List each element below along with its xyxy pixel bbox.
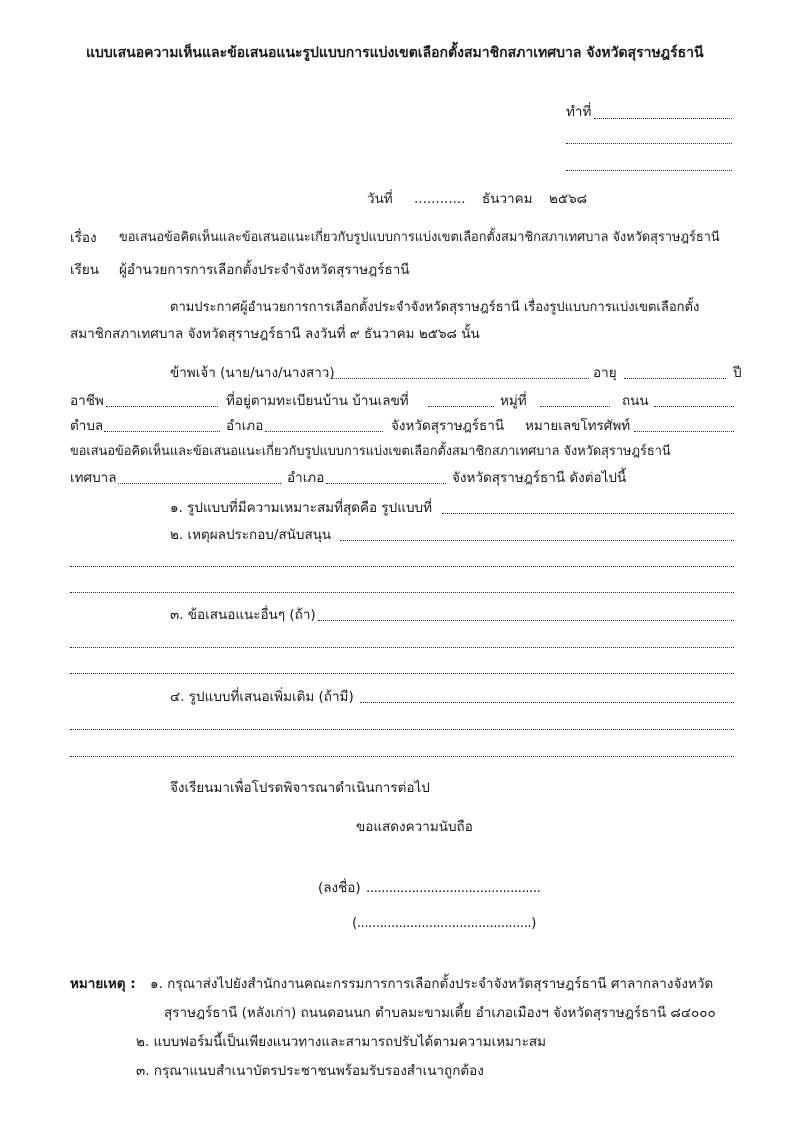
province-text: จังหวัดสุราษฎร์ธานี xyxy=(391,418,505,434)
notes-label: หมายเหตุ : xyxy=(70,976,136,992)
year-unit-label: ปี xyxy=(733,365,742,381)
proposal-province-tail: จังหวัดสุราษฎร์ธานี ดังต่อไปนี้ xyxy=(452,470,627,486)
moo-label: หมู่ที่ xyxy=(500,393,527,409)
address-line-3[interactable] xyxy=(566,170,732,171)
closing-request: จึงเรียนมาเพื่อโปรดพิจารณาดำเนินการต่อไป xyxy=(170,780,430,796)
signer-name-field[interactable]: (..............................................) xyxy=(352,915,536,931)
proposal-amphoe-field[interactable] xyxy=(326,483,446,484)
item-2-field-1[interactable] xyxy=(340,540,734,541)
occupation-label: อาชีพ xyxy=(70,393,104,409)
phone-label: หมายเลขโทรศัพท์ xyxy=(525,418,631,434)
amphoe-field[interactable] xyxy=(265,431,383,432)
item-2-field-3[interactable] xyxy=(70,592,734,593)
signature-label: (ลงชื่อ) xyxy=(318,880,361,896)
amphoe-label: อำเภอ xyxy=(226,418,264,434)
tambon-field[interactable] xyxy=(104,431,220,432)
signature-field[interactable]: .............................................. xyxy=(366,880,541,896)
item-3-field-1[interactable] xyxy=(318,620,734,621)
intro-line-1: ตามประกาศผู้อำนวยการการเลือกตั้งประจำจังหวัดสุราษฎร์ธานี เรื่องรูปแบบการแบ่งเขตเลือกตั้ง xyxy=(170,300,700,315)
age-field[interactable] xyxy=(624,378,726,379)
item-3-label: ๓. ข้อเสนอแนะอื่นๆ (ถ้า) xyxy=(170,607,316,623)
moo-field[interactable] xyxy=(540,406,610,407)
form-title: แบบเสนอความเห็นและข้อเสนอแนะรูปแบบการแบ่งเขตเลือกตั้งสมาชิกสภาเทศบาล จังหวัดสุราษฎร์ธานี xyxy=(86,45,704,61)
item-4-field-3[interactable] xyxy=(70,756,734,757)
phone-field[interactable] xyxy=(634,431,734,432)
municipality-label: เทศบาล xyxy=(70,470,117,486)
item-4-field-1[interactable] xyxy=(360,702,734,703)
date-day-field[interactable]: ............ xyxy=(414,191,466,207)
note-1-line-1: ๑. กรุณาส่งไปยังสำนักงานคณะกรรมการการเลือกตั้งประจำจังหวัดสุราษฎร์ธานี ศาลากลางจังหวัด xyxy=(150,976,714,992)
occupation-field[interactable] xyxy=(106,406,218,407)
recipient-label: เรียน xyxy=(70,262,100,278)
name-field[interactable] xyxy=(331,378,589,379)
age-label: อายุ xyxy=(593,365,617,381)
municipality-field[interactable] xyxy=(118,483,281,484)
proposal-amphoe-label: อำเภอ xyxy=(287,470,325,486)
note-2: ๒. แบบฟอร์มนี้เป็นเพียงแนวทางและสามารถปรับได้ตามความเหมาะสม xyxy=(136,1034,546,1050)
intro-line-2: สมาชิกสภาเทศบาล จังหวัดสุราษฎร์ธานี ลงวันที่ ๙ ธันวาคม ๒๕๖๘ นั้น xyxy=(70,326,480,342)
proposal-line-1: ขอเสนอข้อคิดเห็นและข้อเสนอแนะเกี่ยวกับรูปแบบการแบ่งเขตเลือกตั้งสมาชิกสภาเทศบาล จังหวัดสุราษฎร์ธานี xyxy=(70,444,671,459)
road-field[interactable] xyxy=(654,406,734,407)
subject-text: ขอเสนอข้อคิดเห็นและข้อเสนอแนะเกี่ยวกับรูปแบบการแบ่งเขตเลือกตั้งสมาชิกสภาเทศบาล จังหวัดสุราษฎร์ธานี xyxy=(119,230,720,245)
house-number-label: ที่อยู่ตามทะเบียนบ้าน บ้านเลขที่ xyxy=(226,393,409,409)
date-year: ๒๕๖๘ xyxy=(549,191,588,207)
house-number-field[interactable] xyxy=(428,406,494,407)
item-1-field[interactable] xyxy=(442,513,734,514)
date-label: วันที่ xyxy=(367,191,393,207)
item-3-field-2[interactable] xyxy=(70,647,734,648)
note-1-line-2: สุราษฎร์ธานี (หลังเก่า) ถนนดอนนก ตำบลมะขามเตี้ย อำเภอเมืองฯ จังหวัดสุราษฎร์ธานี ๘๔๐๐๐ xyxy=(164,1005,716,1021)
item-4-label: ๔. รูปแบบที่เสนอเพิ่มเติม (ถ้ามี) xyxy=(170,689,354,705)
address-label: ทำที่ xyxy=(566,104,592,120)
road-label: ถนน xyxy=(622,393,649,409)
name-label: ข้าพเจ้า (นาย/นาง/นางสาว) xyxy=(170,365,335,381)
address-line-2[interactable] xyxy=(566,143,732,144)
date-month: ธันวาคม xyxy=(482,191,533,207)
closing-regards: ขอแสดงความนับถือ xyxy=(356,819,473,835)
subject-label: เรื่อง xyxy=(70,230,97,246)
item-3-field-3[interactable] xyxy=(70,673,734,674)
item-1-label: ๑. รูปแบบที่มีความเหมาะสมที่สุดคือ รูปแบบที่ xyxy=(170,500,432,516)
note-3: ๓. กรุณาแนบสำเนาบัตรประชาชนพร้อมรับรองสำเนาถูกต้อง xyxy=(136,1063,484,1079)
item-2-label: ๒. เหตุผลประกอบ/สนับสนุน xyxy=(170,527,332,543)
tambon-label: ตำบล xyxy=(70,418,104,434)
item-2-field-2[interactable] xyxy=(70,566,734,567)
item-4-field-2[interactable] xyxy=(70,729,734,730)
address-line-1[interactable] xyxy=(594,118,732,119)
recipient-text: ผู้อำนวยการการเลือกตั้งประจำจังหวัดสุราษฎร์ธานี xyxy=(119,262,410,278)
